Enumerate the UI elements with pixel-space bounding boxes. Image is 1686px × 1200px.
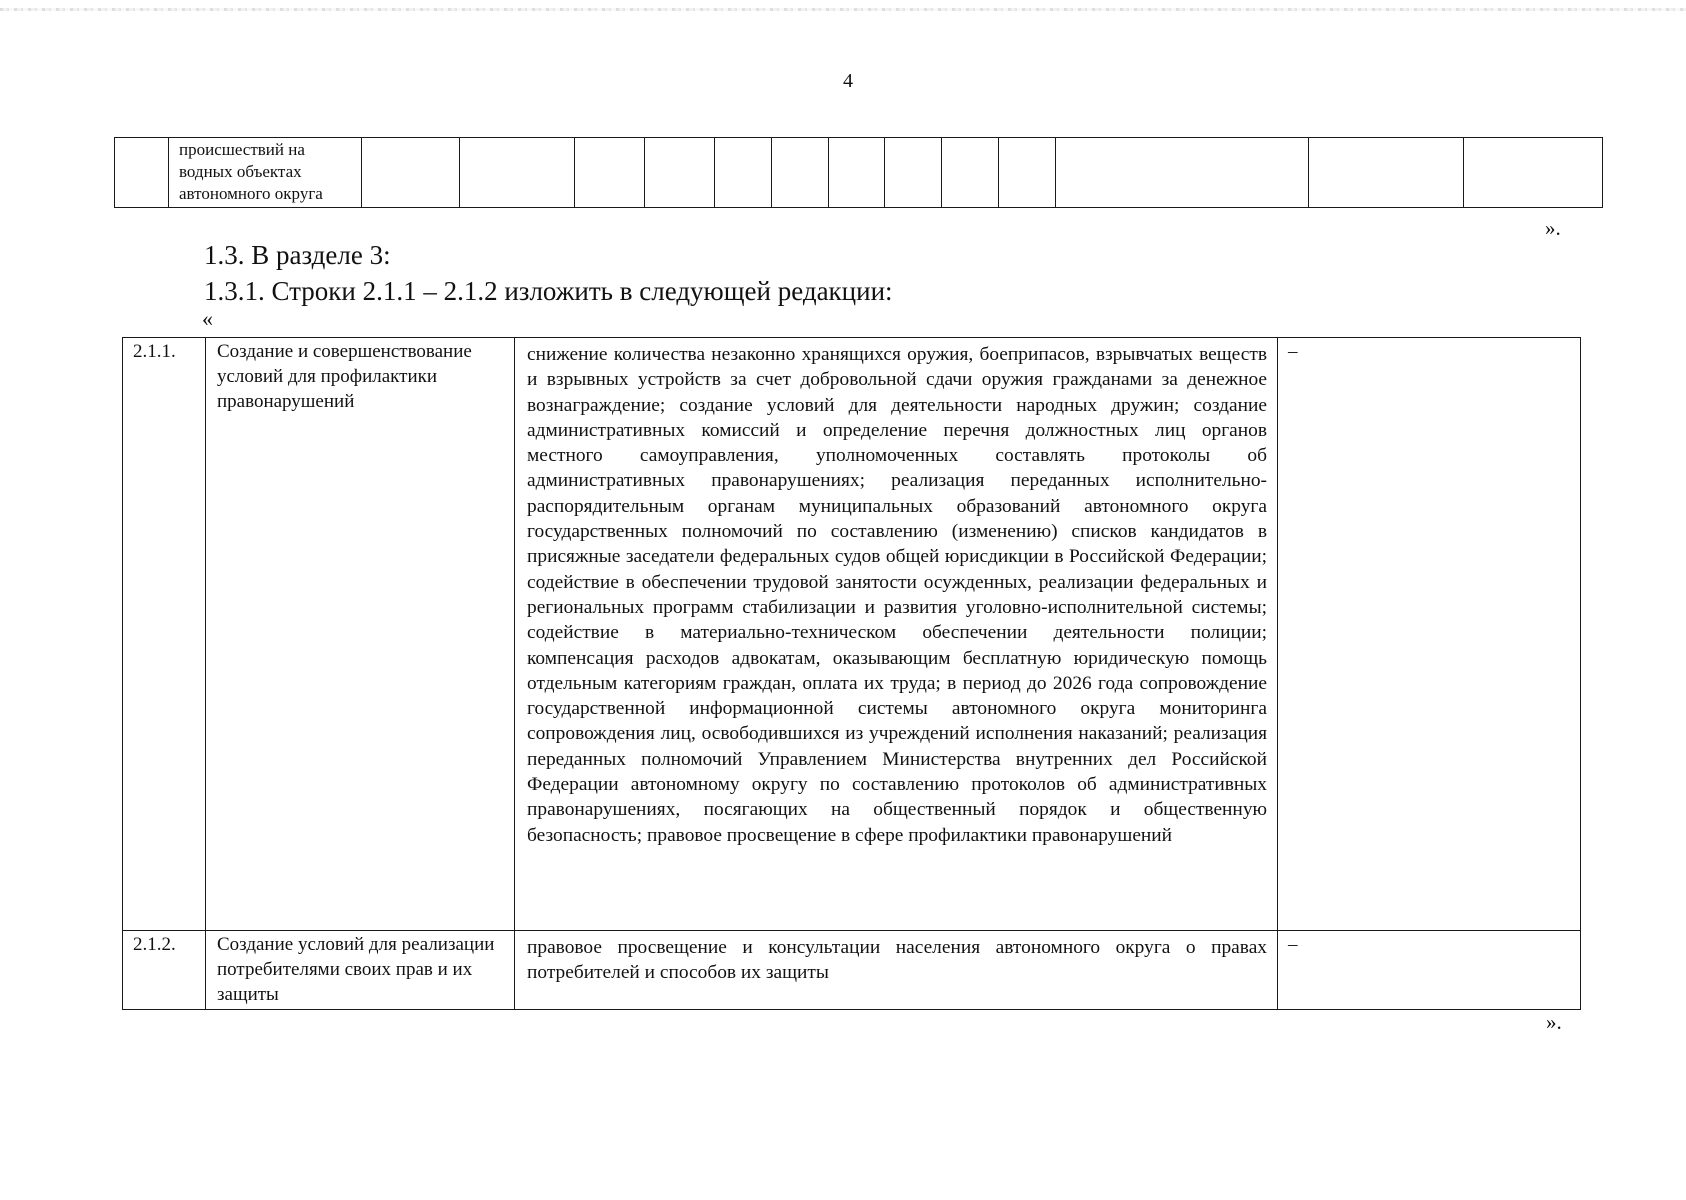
opening-quote: « <box>202 306 213 331</box>
closing-quote: ». <box>1546 1010 1562 1034</box>
empty-cell <box>772 138 829 208</box>
subsection-heading: 1.3.1. Строки 2.1.1 – 2.1.2 изложить в следующей редакции: <box>204 276 893 306</box>
empty-cell <box>460 138 575 208</box>
scan-edge <box>0 8 1686 11</box>
empty-cell <box>999 138 1056 208</box>
empty-cell <box>1464 138 1603 208</box>
empty-cell <box>645 138 715 208</box>
row-name: Создание и совершенствование условий для профилактики правонарушений <box>206 338 515 931</box>
empty-cell <box>1056 138 1309 208</box>
section-heading: 1.3. В разделе 3: <box>204 240 391 270</box>
row-number: 2.1.1. <box>123 338 206 931</box>
table-row <box>123 931 1581 1010</box>
empty-cell <box>115 138 169 208</box>
empty-cell <box>829 138 885 208</box>
table-row <box>115 138 1603 208</box>
row-note: – <box>1278 338 1581 931</box>
continuation-table <box>114 137 1603 208</box>
closing-quote: ». <box>1545 216 1561 240</box>
row-label: происшествий на водных объектах автономного округа <box>169 138 362 208</box>
page-number: 4 <box>843 70 853 92</box>
row-description: правовое просвещение и консультации населения автономного округа о правах потребителей и способов их защиты <box>515 931 1278 1010</box>
empty-cell <box>885 138 942 208</box>
table-row <box>123 338 1581 931</box>
empty-cell <box>715 138 772 208</box>
row-description: снижение количества незаконно хранящихся оружия, боеприпасов, взрывчатых веществ и взрывных устройств за счет добровольной сдачи оружия гражданами за денежное вознаграждение; создание условий для деятельности народных дружин; создание административных комиссий и определение перечня должностных лиц органов местного самоуправления, уполномоченных составлять протоколы об административных правонарушениях; реализация переданных исполнительно-распорядительным органам муниципальных образований автономного округа государственных полномочий по составлению (изменению) списков кандидатов в присяжные заседатели федеральных судов общей юрисдикции в Российской Федерации; содействие в обеспечении трудовой занятости осужденных, реализации федеральных и региональных программ стабилизации и развития уголовно-исполнительной системы; содействие в материально-техническом обеспечении деятельности полиции; компенсация расходов адвокатам, оказывающим бесплатную юридическую помощь отдельным категориям граждан, оплата их труда; в период до 2026 года сопровождение государственной информационной системы автономного округа мониторинга сопровождения лиц, освободившихся из учреждений исполнения наказаний; реализация переданных полномочий Управлением Министерства внутренних дел Российской Федерации автономному округу по составлению протоколов об административных правонарушениях, посягающих на общественный порядок и общественную безопасность; правовое просвещение в сфере профилактики правонарушений <box>515 338 1278 931</box>
empty-cell <box>1309 138 1464 208</box>
empty-cell <box>942 138 999 208</box>
empty-cell <box>362 138 460 208</box>
row-name: Создание условий для реализации потребителями своих прав и их защиты <box>206 931 515 1010</box>
row-number: 2.1.2. <box>123 931 206 1010</box>
amendment-table <box>122 337 1581 1010</box>
empty-cell <box>575 138 645 208</box>
row-note: – <box>1278 931 1581 1010</box>
